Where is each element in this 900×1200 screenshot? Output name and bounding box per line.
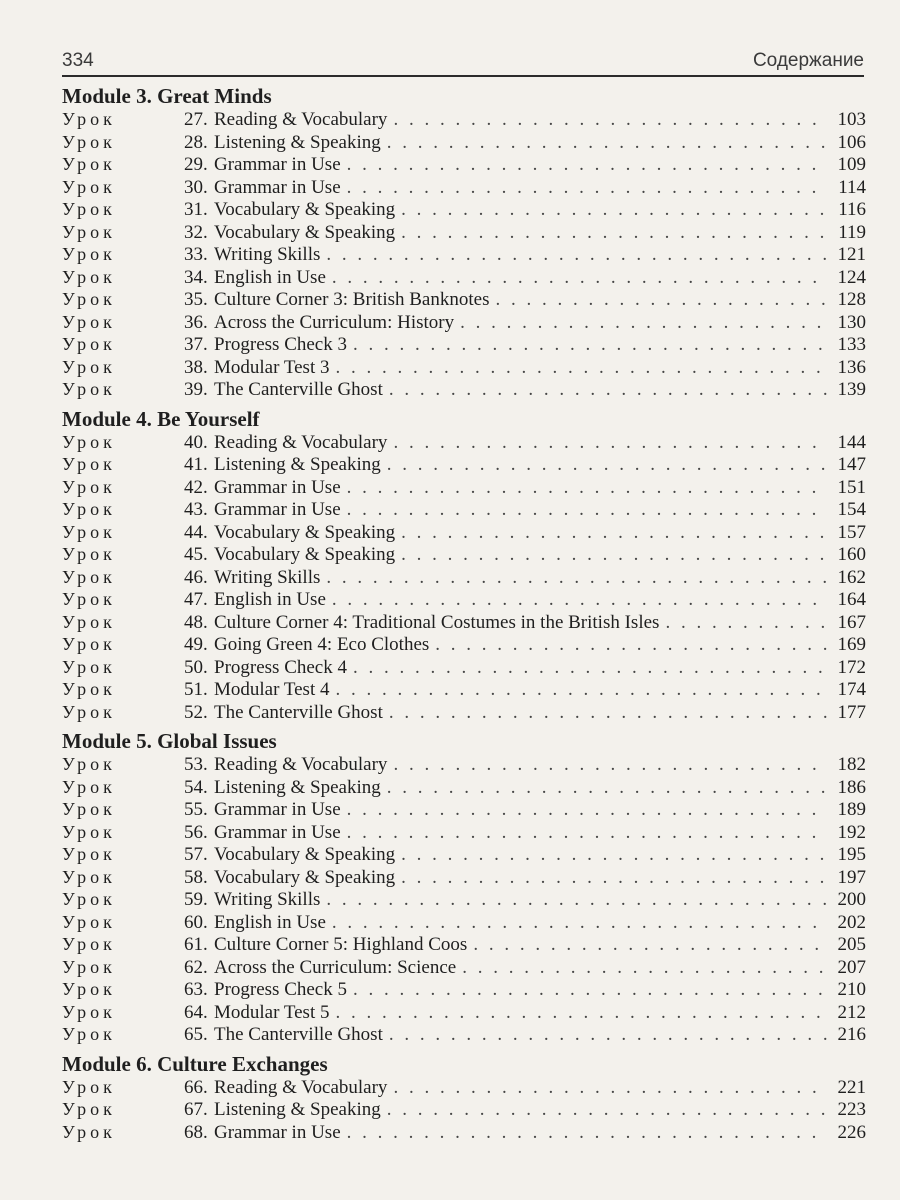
dot-leader — [347, 477, 828, 500]
lesson-number: 40. — [184, 431, 208, 453]
lesson-page-number: 121 — [837, 244, 866, 265]
lesson-title: Reading & Vocabulary — [214, 431, 388, 453]
toc-entry — [62, 701, 866, 724]
dot-leader — [387, 777, 828, 800]
toc-entry — [62, 843, 866, 866]
toc-entry — [62, 108, 866, 131]
toc-entry — [62, 933, 866, 956]
lesson-label: Урок — [62, 109, 116, 129]
page-header — [62, 40, 864, 72]
toc-entry — [62, 611, 866, 634]
dot-leader — [495, 289, 828, 312]
lesson-number: 53. — [184, 754, 208, 775]
dot-leader — [401, 222, 828, 245]
lesson-number: 32. — [184, 221, 208, 243]
dot-leader — [335, 1002, 828, 1025]
dot-leader — [353, 979, 828, 1002]
toc-entry — [62, 1023, 866, 1046]
lesson-number: 66. — [184, 1076, 208, 1098]
module-title: Module 4. Be Yourself — [62, 406, 260, 431]
lesson-page-number: 210 — [837, 979, 866, 1000]
toc-entry — [62, 131, 866, 154]
dot-leader — [347, 822, 828, 845]
lesson-page-number: 192 — [837, 821, 866, 843]
lesson-page-number: 226 — [837, 1121, 866, 1143]
lesson-label: Урок — [62, 679, 116, 699]
dot-leader — [353, 334, 828, 357]
dot-leader — [332, 267, 828, 290]
toc-entry — [62, 798, 866, 821]
lesson-list — [62, 431, 866, 724]
lesson-label: Урок — [62, 1076, 116, 1097]
lesson-page-number: 119 — [838, 221, 866, 243]
lesson-page-number: 144 — [837, 431, 866, 453]
lesson-number: 61. — [184, 934, 208, 955]
lesson-number: 44. — [184, 521, 208, 543]
lesson-title: Grammar in Use — [214, 1121, 341, 1143]
toc-entry — [62, 378, 866, 401]
lesson-title: Culture Corner 5: Highland Coos — [214, 934, 468, 955]
lesson-label: Урок — [62, 821, 116, 842]
dot-leader — [401, 522, 828, 545]
lesson-label: Урок — [62, 656, 116, 677]
lesson-page-number: 109 — [837, 154, 866, 175]
toc-entry — [62, 656, 866, 679]
dot-leader — [389, 702, 828, 725]
dot-leader — [332, 589, 828, 612]
toc-entry — [62, 1001, 866, 1024]
lesson-number: 50. — [184, 656, 208, 678]
lesson-title: Listening & Speaking — [214, 454, 381, 475]
lesson-label: Урок — [62, 244, 116, 264]
lesson-page-number: 106 — [837, 131, 866, 153]
dot-leader — [393, 1077, 828, 1100]
lesson-title: Vocabulary & Speaking — [214, 199, 396, 220]
toc-entry — [62, 266, 866, 289]
lesson-title: English in Use — [214, 266, 326, 288]
lesson-title: Across the Curriculum: Science — [214, 956, 457, 978]
lesson-title: Vocabulary & Speaking — [214, 221, 396, 243]
dot-leader — [401, 199, 828, 222]
dot-leader — [462, 957, 828, 980]
lesson-number: 56. — [184, 821, 208, 843]
lesson-title: Vocabulary & Speaking — [214, 844, 396, 865]
lesson-number: 64. — [184, 1001, 208, 1023]
lesson-label: Урок — [62, 701, 116, 722]
lesson-number: 38. — [184, 356, 208, 378]
lesson-label: Урок — [62, 454, 116, 474]
toc-entry — [62, 221, 866, 244]
toc-entry — [62, 153, 866, 176]
lesson-title: Grammar in Use — [214, 476, 341, 498]
section-title: Содержание — [752, 50, 864, 71]
toc-entry — [62, 866, 866, 889]
lesson-title: Modular Test 3 — [214, 356, 330, 378]
lesson-label: Урок — [62, 334, 116, 354]
module-title: Module 6. Culture Exchanges — [62, 1051, 328, 1076]
lesson-label: Урок — [62, 1024, 116, 1044]
dot-leader — [387, 1099, 828, 1122]
lesson-label: Урок — [62, 1099, 116, 1119]
toc-entry — [62, 543, 866, 566]
lesson-page-number: 162 — [837, 566, 866, 588]
toc-entry — [62, 566, 866, 589]
dot-leader — [473, 934, 828, 957]
toc-entry — [62, 176, 866, 199]
header-divider — [62, 75, 864, 77]
lesson-number: 31. — [184, 199, 208, 220]
lesson-number: 35. — [184, 289, 208, 310]
dot-leader — [387, 454, 828, 477]
toc-entry — [62, 198, 866, 221]
toc-entry — [62, 453, 866, 476]
lesson-page-number: 205 — [837, 934, 866, 955]
toc-entry — [62, 956, 866, 979]
lesson-label: Урок — [62, 289, 116, 309]
toc-entry — [62, 476, 866, 499]
lesson-title: The Canterville Ghost — [214, 1024, 383, 1045]
toc-entry — [62, 356, 866, 379]
lesson-label: Урок — [62, 499, 116, 519]
toc-entry — [62, 431, 866, 454]
lesson-page-number: 114 — [838, 176, 866, 198]
lesson-page-number: 207 — [837, 956, 866, 978]
toc-entry — [62, 1098, 866, 1121]
lesson-label: Урок — [62, 544, 116, 564]
toc-entry — [62, 311, 866, 334]
lesson-title: Vocabulary & Speaking — [214, 866, 396, 888]
dot-leader — [435, 634, 828, 657]
lesson-page-number: 151 — [837, 476, 866, 498]
lesson-title: Writing Skills — [214, 244, 321, 265]
lesson-page-number: 116 — [838, 199, 866, 220]
lesson-label: Урок — [62, 911, 116, 932]
lesson-page-number: 221 — [837, 1076, 866, 1098]
lesson-page-number: 160 — [837, 544, 866, 565]
lesson-title: Grammar in Use — [214, 799, 341, 820]
lesson-title: Going Green 4: Eco Clothes — [214, 634, 430, 655]
lesson-number: 48. — [184, 611, 208, 633]
lesson-number: 42. — [184, 476, 208, 498]
toc-module — [62, 84, 866, 401]
lesson-page-number: 216 — [837, 1024, 866, 1045]
lesson-title: Writing Skills — [214, 566, 321, 588]
dot-leader — [389, 1024, 828, 1047]
lesson-label: Урок — [62, 634, 116, 654]
dot-leader — [387, 132, 828, 155]
toc-entry — [62, 678, 866, 701]
lesson-title: Vocabulary & Speaking — [214, 544, 396, 565]
toc-entry — [62, 888, 866, 911]
dot-leader — [401, 844, 828, 867]
lesson-number: 43. — [184, 499, 208, 520]
lesson-label: Урок — [62, 799, 116, 819]
lesson-title: Grammar in Use — [214, 821, 341, 843]
lesson-page-number: 136 — [837, 356, 866, 378]
lesson-label: Урок — [62, 1121, 116, 1142]
lesson-page-number: 182 — [837, 754, 866, 775]
lesson-title: Listening & Speaking — [214, 1099, 381, 1120]
module-title: Module 3. Great Minds — [62, 84, 272, 108]
dot-leader — [347, 154, 828, 177]
lesson-label: Урок — [62, 356, 116, 377]
lesson-title: Culture Corner 4: Traditional Costumes in the British Isles — [214, 611, 660, 633]
lesson-page-number: 189 — [837, 799, 866, 820]
dot-leader — [335, 357, 828, 380]
lesson-number: 45. — [184, 544, 208, 565]
lesson-label: Урок — [62, 131, 116, 152]
lesson-label: Урок — [62, 266, 116, 287]
lesson-number: 62. — [184, 956, 208, 978]
lesson-number: 28. — [184, 131, 208, 153]
lesson-number: 65. — [184, 1024, 208, 1045]
lesson-title: English in Use — [214, 589, 326, 610]
lesson-title: Listening & Speaking — [214, 131, 381, 153]
lesson-title: Grammar in Use — [214, 154, 341, 175]
dot-leader — [335, 679, 828, 702]
lesson-page-number: 103 — [837, 109, 866, 130]
dot-leader — [347, 177, 828, 200]
lesson-page-number: 128 — [837, 289, 866, 310]
lesson-page-number: 154 — [837, 499, 866, 520]
lesson-title: The Canterville Ghost — [214, 701, 383, 723]
lesson-page-number: 164 — [837, 589, 866, 610]
lesson-label: Урок — [62, 154, 116, 174]
dot-leader — [389, 379, 828, 402]
lesson-number: 67. — [184, 1099, 208, 1120]
dot-leader — [326, 889, 828, 912]
toc-module — [62, 729, 866, 1046]
lesson-title: Vocabulary & Speaking — [214, 521, 396, 543]
lesson-page-number: 223 — [837, 1099, 866, 1120]
lesson-number: 57. — [184, 844, 208, 865]
dot-leader — [393, 432, 828, 455]
lesson-title: Reading & Vocabulary — [214, 754, 388, 775]
lesson-title: Across the Curriculum: History — [214, 311, 455, 333]
dot-leader — [326, 567, 828, 590]
lesson-label: Урок — [62, 1001, 116, 1022]
lesson-page-number: 186 — [837, 776, 866, 798]
page-number: 334 — [62, 50, 94, 71]
lesson-label: Урок — [62, 956, 116, 977]
toc-entry — [62, 521, 866, 544]
lesson-label: Урок — [62, 589, 116, 609]
lesson-label: Урок — [62, 776, 116, 797]
lesson-label: Урок — [62, 176, 116, 197]
toc-entry — [62, 776, 866, 799]
lesson-label: Урок — [62, 199, 116, 219]
lesson-page-number: 139 — [837, 379, 866, 400]
lesson-page-number: 169 — [837, 634, 866, 655]
lesson-label: Урок — [62, 844, 116, 864]
lesson-number: 36. — [184, 311, 208, 333]
lesson-title: Reading & Vocabulary — [214, 1076, 388, 1098]
lesson-number: 59. — [184, 889, 208, 910]
dot-leader — [393, 109, 828, 132]
dot-leader — [326, 244, 828, 267]
lesson-number: 58. — [184, 866, 208, 888]
toc-entry — [62, 333, 866, 356]
lesson-page-number: 172 — [837, 656, 866, 678]
toc-entry — [62, 588, 866, 611]
dot-leader — [347, 799, 828, 822]
lesson-label: Урок — [62, 611, 116, 632]
lesson-label: Урок — [62, 566, 116, 587]
lesson-page-number: 133 — [837, 334, 866, 355]
dot-leader — [347, 1122, 828, 1145]
lesson-page-number: 197 — [837, 866, 866, 888]
lesson-number: 34. — [184, 266, 208, 288]
lesson-number: 63. — [184, 979, 208, 1000]
lesson-label: Урок — [62, 754, 116, 774]
lesson-number: 29. — [184, 154, 208, 175]
dot-leader — [401, 867, 828, 890]
lesson-title: Progress Check 3 — [214, 334, 347, 355]
dot-leader — [460, 312, 828, 335]
dot-leader — [393, 754, 828, 777]
table-of-contents — [62, 84, 866, 1143]
lesson-label: Урок — [62, 476, 116, 497]
lesson-number: 39. — [184, 379, 208, 400]
lesson-title: Modular Test 4 — [214, 679, 330, 700]
lesson-page-number: 124 — [837, 266, 866, 288]
lesson-title: English in Use — [214, 911, 326, 933]
lesson-label: Урок — [62, 379, 116, 399]
lesson-title: Grammar in Use — [214, 176, 341, 198]
lesson-title: Reading & Vocabulary — [214, 109, 388, 130]
lesson-page-number: 174 — [837, 679, 866, 700]
lesson-label: Урок — [62, 979, 116, 999]
lesson-title: Culture Corner 3: British Banknotes — [214, 289, 490, 310]
lesson-title: Writing Skills — [214, 889, 321, 910]
lesson-page-number: 147 — [837, 454, 866, 475]
toc-entry — [62, 288, 866, 311]
lesson-label: Урок — [62, 934, 116, 954]
lesson-number: 49. — [184, 634, 208, 655]
toc-entry — [62, 1121, 866, 1144]
lesson-list — [62, 108, 866, 401]
lesson-number: 27. — [184, 109, 208, 130]
lesson-number: 37. — [184, 334, 208, 355]
lesson-page-number: 157 — [837, 521, 866, 543]
lesson-title: Progress Check 4 — [214, 656, 347, 678]
lesson-title: Progress Check 5 — [214, 979, 347, 1000]
lesson-page-number: 130 — [837, 311, 866, 333]
lesson-label: Урок — [62, 221, 116, 242]
toc-entry — [62, 1076, 866, 1099]
lesson-page-number: 195 — [837, 844, 866, 865]
lesson-title: Listening & Speaking — [214, 776, 381, 798]
toc-module — [62, 407, 866, 724]
toc-entry — [62, 243, 866, 266]
dot-leader — [332, 912, 828, 935]
dot-leader — [401, 544, 828, 567]
toc-module — [62, 1052, 866, 1144]
dot-leader — [353, 657, 828, 680]
lesson-list — [62, 1076, 866, 1144]
lesson-list — [62, 753, 866, 1046]
lesson-title: The Canterville Ghost — [214, 379, 383, 400]
lesson-number: 68. — [184, 1121, 208, 1143]
lesson-title: Grammar in Use — [214, 499, 341, 520]
lesson-label: Урок — [62, 866, 116, 887]
lesson-number: 54. — [184, 776, 208, 798]
lesson-number: 60. — [184, 911, 208, 933]
dot-leader — [347, 499, 828, 522]
lesson-page-number: 212 — [837, 1001, 866, 1023]
toc-entry — [62, 978, 866, 1001]
lesson-number: 47. — [184, 589, 208, 610]
toc-entry — [62, 633, 866, 656]
module-title: Module 5. Global Issues — [62, 729, 277, 753]
lesson-title: Modular Test 5 — [214, 1001, 330, 1023]
lesson-page-number: 200 — [837, 889, 866, 910]
toc-entry — [62, 498, 866, 521]
toc-entry — [62, 753, 866, 776]
toc-entry — [62, 911, 866, 934]
lesson-number: 52. — [184, 701, 208, 723]
lesson-label: Урок — [62, 311, 116, 332]
dot-leader — [665, 612, 828, 635]
lesson-label: Урок — [62, 431, 116, 452]
lesson-number: 30. — [184, 176, 208, 198]
lesson-number: 55. — [184, 799, 208, 820]
lesson-number: 33. — [184, 244, 208, 265]
lesson-page-number: 202 — [837, 911, 866, 933]
lesson-number: 51. — [184, 679, 208, 700]
lesson-label: Урок — [62, 521, 116, 542]
lesson-page-number: 167 — [837, 611, 866, 633]
toc-entry — [62, 821, 866, 844]
lesson-number: 46. — [184, 566, 208, 588]
lesson-label: Урок — [62, 889, 116, 909]
lesson-page-number: 177 — [837, 701, 866, 723]
lesson-number: 41. — [184, 454, 208, 475]
